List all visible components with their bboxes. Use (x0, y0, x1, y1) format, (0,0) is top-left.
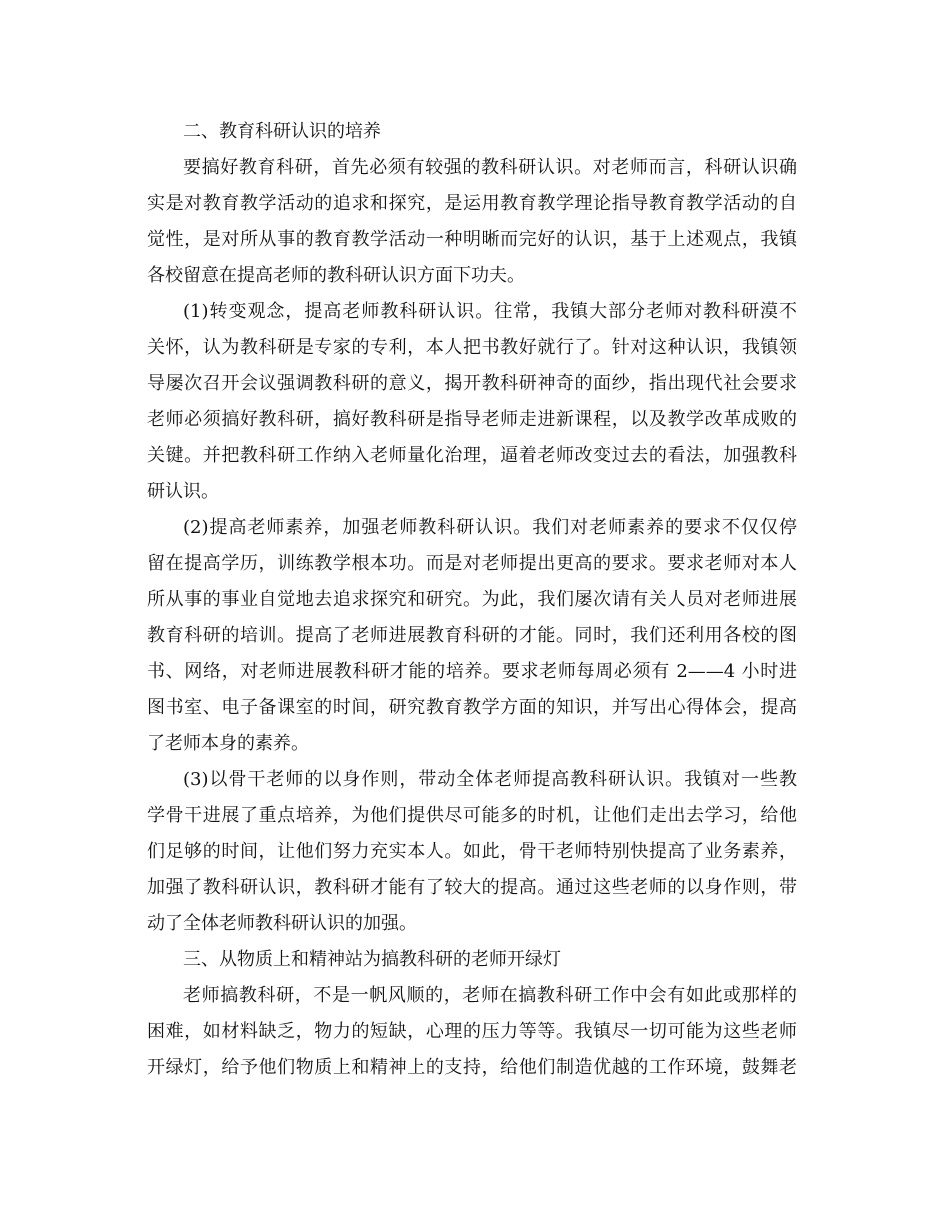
text-line: 了老师本身的素养。 (147, 733, 309, 754)
text-line: 关键。并把教科研工作纳入老师量化治理，逼着老师改变过去的看法，加强教科 (147, 445, 797, 466)
text-line: 们足够的时间，让他们努力充实本人。如此，骨干老师特别快提高了业务素养， (147, 841, 797, 862)
text-line: (3)以骨干老师的以身作则，带动全体老师提高教科研认识。我镇对一些教 (183, 769, 797, 790)
text-line: 留在提高学历，训练教学根本功。而是对老师提出更高的要求。要求老师对本人 (147, 553, 797, 574)
section-heading (147, 114, 797, 150)
text-line: 老师必须搞好教科研，搞好教科研是指导老师走进新课程，以及教学改革成败的 (147, 409, 797, 430)
text-line: 所从事的事业自觉地去追求探究和研究。为此，我们屡次请有关人员对老师进展 (147, 589, 797, 610)
text-line: 学骨干进展了重点培养，为他们提供尽可能多的时机，让他们走出去学习，给他 (147, 805, 797, 826)
text-line: 动了全体老师教科研认识的加强。 (147, 913, 417, 934)
section-heading (147, 942, 797, 978)
text-line: 书、网络，对老师进展教科研才能的培养。要求老师每周必须有 2——4 小时进 (147, 661, 797, 682)
text-line: 开绿灯，给予他们物质上和精神上的支持，给他们制造优越的工作环境，鼓舞老 (147, 1057, 797, 1078)
paragraph (147, 294, 797, 510)
paragraph (147, 510, 797, 762)
document-body (147, 114, 797, 1086)
text-line: 要搞好教育科研，首先必须有较强的教科研认识。对老师而言，科研认识确 (183, 157, 797, 178)
text-line: (1)转变观念，提高老师教科研认识。往常，我镇大部分老师对教科研漠不 (183, 301, 797, 322)
text-line: 各校留意在提高老师的教科研认识方面下功夫。 (147, 265, 525, 286)
text-line: (2)提高老师素养，加强老师教科研认识。我们对老师素养的要求不仅仅停 (183, 517, 797, 538)
text-line: 二、教育科研认识的培养 (183, 121, 381, 142)
text-line: 觉性，是对所从事的教育教学活动一种明晰而完好的认识，基于上述观点，我镇 (147, 229, 797, 250)
paragraph (147, 150, 797, 294)
text-line: 实是对教育教学活动的追求和探究，是运用教育教学理论指导教育教学活动的自 (147, 193, 797, 214)
paragraph (147, 978, 797, 1086)
text-line: 三、从物质上和精神站为搞教科研的老师开绿灯 (183, 949, 561, 970)
text-line: 困难，如材料缺乏，物力的短缺，心理的压力等等。我镇尽一切可能为这些老师 (147, 1021, 797, 1042)
text-line: 导屡次召开会议强调教科研的意义，揭开教科研神奇的面纱，指出现代社会要求 (147, 373, 797, 394)
text-line: 老师搞教科研，不是一帆风顺的，老师在搞教科研工作中会有如此或那样的 (183, 985, 797, 1006)
paragraph (147, 762, 797, 942)
text-line: 研认识。 (147, 481, 219, 502)
text-line: 教育科研的培训。提高了老师进展教育科研的才能。同时，我们还利用各校的图 (147, 625, 797, 646)
text-line: 图书室、电子备课室的时间，研究教育教学方面的知识，并写出心得体会，提高 (147, 697, 797, 718)
text-line: 关怀，认为教科研是专家的专利，本人把书教好就行了。针对这种认识，我镇领 (147, 337, 797, 358)
text-line: 加强了教科研认识，教科研才能有了较大的提高。通过这些老师的以身作则，带 (147, 877, 797, 898)
